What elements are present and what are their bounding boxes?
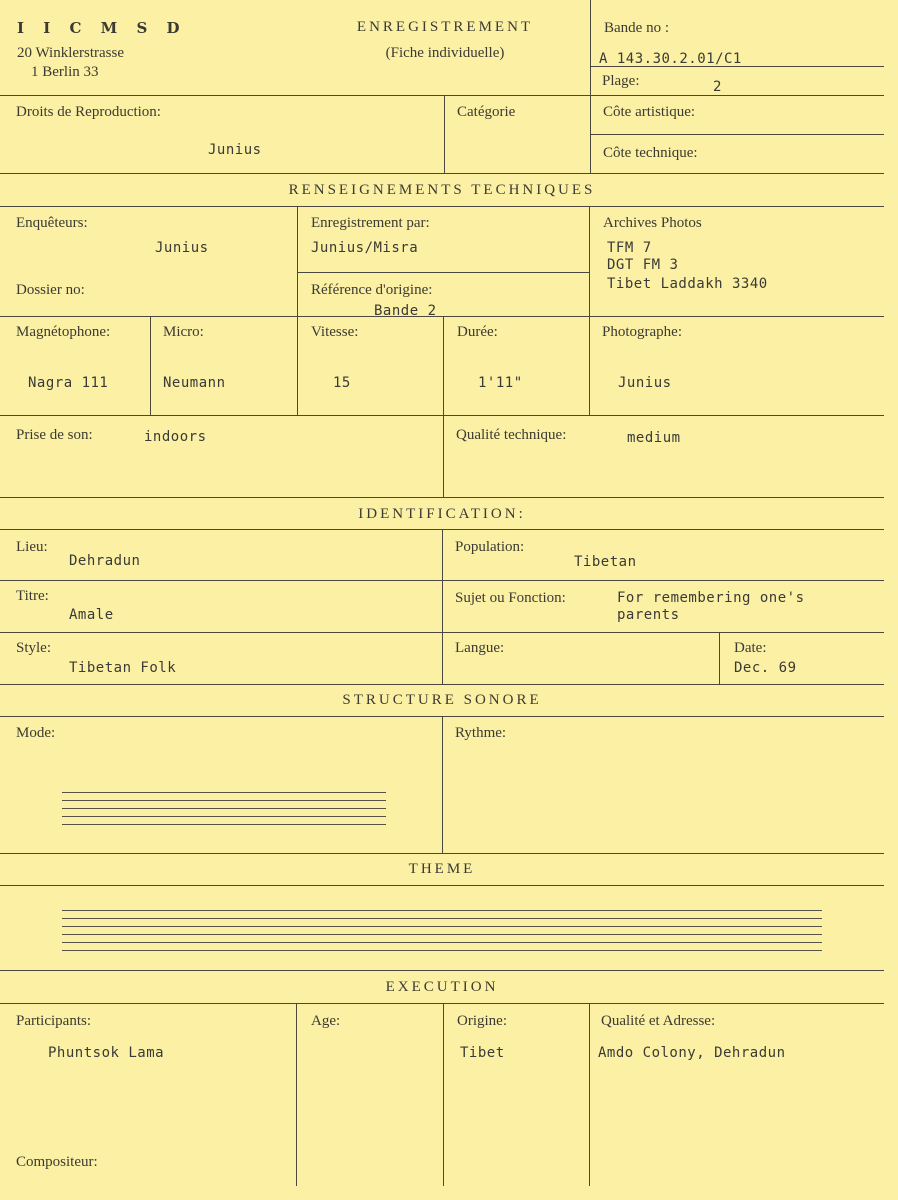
archives-line2: DGT FM 3 xyxy=(607,257,679,273)
participants-value: Phuntsok Lama xyxy=(48,1045,165,1061)
theme-staff-line xyxy=(62,942,822,943)
sujet-label: Sujet ou Fonction: xyxy=(455,590,566,606)
rythme-label: Rythme: xyxy=(455,725,507,741)
rule-structure-split xyxy=(442,716,443,853)
date-value: Dec. 69 xyxy=(734,660,797,676)
rule-tech-v4 xyxy=(443,316,444,415)
mode-staff-line xyxy=(62,808,386,809)
theme-staff-line xyxy=(62,934,822,935)
sujet-value-line2: parents xyxy=(617,607,680,623)
rule-structure-bottom xyxy=(0,853,884,854)
rule-date-split xyxy=(719,632,720,684)
age-label: Age: xyxy=(311,1013,341,1029)
rule-tech-row2-bottom xyxy=(0,415,884,416)
rule-cote-split xyxy=(590,134,884,135)
origine-label: Origine: xyxy=(457,1013,507,1029)
qualite-adresse-value: Amdo Colony, Dehradun xyxy=(598,1045,786,1061)
qualite-value: medium xyxy=(627,430,681,446)
vitesse-label: Vitesse: xyxy=(311,324,359,340)
lieu-label: Lieu: xyxy=(16,539,48,555)
style-value: Tibetan Folk xyxy=(69,660,177,676)
org-address-line1: 20 Winklerstrasse xyxy=(17,45,125,61)
droits-label: Droits de Reproduction: xyxy=(16,104,161,120)
rule-theme-bottom xyxy=(0,970,884,971)
duree-value: 1'11" xyxy=(478,375,523,391)
section-title-ident: IDENTIFICATION: xyxy=(358,506,526,522)
rule-tech-v1 xyxy=(297,206,298,415)
rule-exec-v3 xyxy=(589,1003,590,1186)
mode-label: Mode: xyxy=(16,725,56,741)
plage-label: Plage: xyxy=(602,73,640,89)
titre-value: Amale xyxy=(69,607,114,623)
droits-value: Junius xyxy=(208,142,262,158)
rule-tech-v2 xyxy=(589,206,590,415)
theme-staff-line xyxy=(62,910,822,911)
archives-line3: Tibet Laddakh 3340 xyxy=(607,276,768,292)
reference-label: Référence d'origine: xyxy=(311,282,433,298)
theme-staff-line xyxy=(62,950,822,951)
qualite-adresse-label: Qualité et Adresse: xyxy=(601,1013,716,1029)
rule-rights-bottom xyxy=(0,173,884,174)
rule-tech-v3 xyxy=(150,316,151,415)
rule-ident-split xyxy=(442,529,443,684)
magneto-value: Nagra 111 xyxy=(28,375,109,391)
categorie-label: Catégorie xyxy=(457,104,516,120)
rule-ident-row3-bottom xyxy=(0,684,884,685)
date-label: Date: xyxy=(734,640,767,656)
bande-value: A 143.30.2.01/C1 xyxy=(599,51,742,67)
org-logo: I I C M S D xyxy=(17,19,187,37)
rule-categorie-left xyxy=(444,95,445,173)
archives-label: Archives Photos xyxy=(603,215,702,231)
org-address-line2: 1 Berlin 33 xyxy=(31,64,99,80)
archives-line1: TFM 7 xyxy=(607,240,652,256)
plage-value: 2 xyxy=(713,79,722,95)
rule-theme-title-bottom xyxy=(0,885,884,886)
rule-prise-split xyxy=(443,415,444,497)
cote-technique-label: Côte technique: xyxy=(603,145,698,161)
reference-value: Bande 2 xyxy=(374,303,437,319)
theme-staff-line xyxy=(62,926,822,927)
rule-header-vertical xyxy=(590,0,591,173)
duree-label: Durée: xyxy=(457,324,498,340)
photographe-label: Photographe: xyxy=(602,324,682,340)
vitesse-value: 15 xyxy=(333,375,351,391)
section-title-execution: EXECUTION xyxy=(385,979,499,995)
form-subtitle: (Fiche individuelle) xyxy=(385,45,505,61)
sujet-value-line1: For remembering one's xyxy=(617,590,805,606)
lieu-value: Dehradun xyxy=(69,553,141,569)
rule-enreg-split xyxy=(297,272,590,273)
form-title: ENREGISTREMENT xyxy=(356,19,534,35)
rule-header-bottom xyxy=(0,95,884,96)
rule-tech-row1-bottom xyxy=(0,316,884,317)
participants-label: Participants: xyxy=(16,1013,91,1029)
micro-value: Neumann xyxy=(163,375,226,391)
langue-label: Langue: xyxy=(455,640,505,656)
mode-staff-line xyxy=(62,816,386,817)
rule-tech-row3-bottom xyxy=(0,497,884,498)
rule-execution-title-bottom xyxy=(0,1003,884,1004)
cote-artistique-label: Côte artistique: xyxy=(603,104,696,120)
population-label: Population: xyxy=(455,539,525,555)
mode-staff-line xyxy=(62,792,386,793)
photographe-value: Junius xyxy=(618,375,672,391)
bande-label: Bande no : xyxy=(604,20,669,36)
rule-exec-v1 xyxy=(296,1003,297,1186)
section-title-structure: STRUCTURE SONORE xyxy=(342,692,542,708)
section-title-tech: RENSEIGNEMENTS TECHNIQUES xyxy=(288,182,596,198)
prise-value: indoors xyxy=(144,429,207,445)
enqueteurs-value: Junius xyxy=(155,240,209,256)
rule-exec-v2 xyxy=(443,1003,444,1186)
theme-staff-line xyxy=(62,918,822,919)
enreg-par-value: Junius/Misra xyxy=(311,240,419,256)
dossier-label: Dossier no: xyxy=(16,282,85,298)
magneto-label: Magnétophone: xyxy=(16,324,111,340)
style-label: Style: xyxy=(16,640,52,656)
mode-staff-line xyxy=(62,800,386,801)
prise-label: Prise de son: xyxy=(16,427,93,443)
section-title-theme: THEME xyxy=(408,861,476,877)
population-value: Tibetan xyxy=(574,554,637,570)
rule-tech-title-bottom xyxy=(0,206,884,207)
micro-label: Micro: xyxy=(163,324,204,340)
mode-staff-line xyxy=(62,824,386,825)
qualite-label: Qualité technique: xyxy=(456,427,567,443)
compositeur-label: Compositeur: xyxy=(16,1154,98,1170)
titre-label: Titre: xyxy=(16,588,49,604)
enqueteurs-label: Enquêteurs: xyxy=(16,215,88,231)
origine-value: Tibet xyxy=(460,1045,505,1061)
enreg-par-label: Enregistrement par: xyxy=(311,215,430,231)
